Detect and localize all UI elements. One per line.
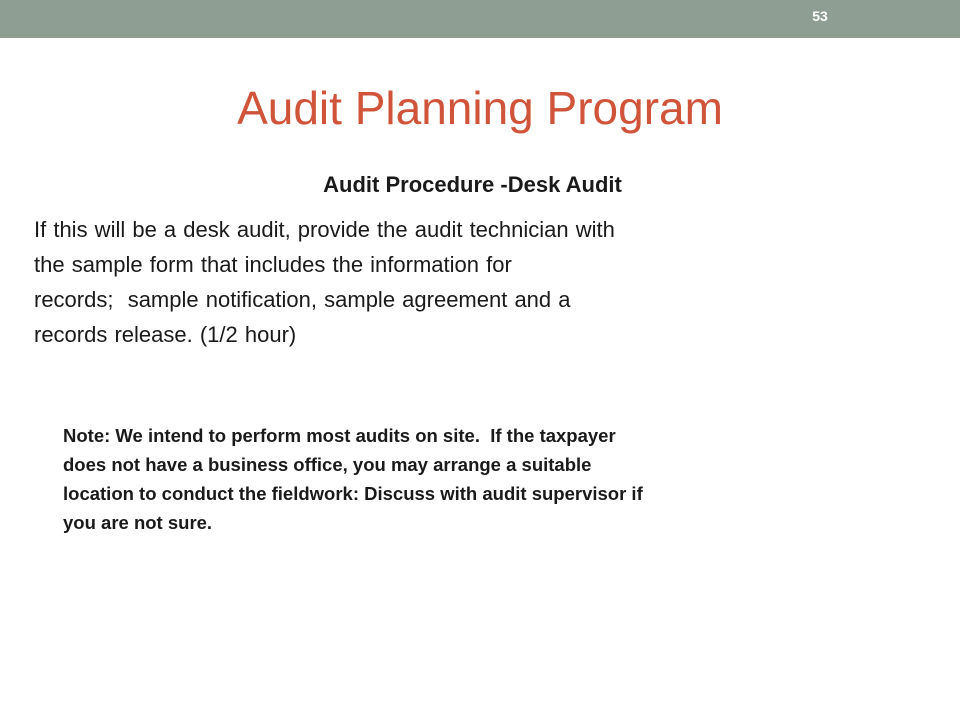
slide-subtitle: Audit Procedure -Desk Audit — [323, 172, 622, 197]
body-paragraph — [34, 212, 894, 352]
note-line: Note: We intend to perform most audits on site. If the taxpayer — [63, 425, 616, 446]
body-line: If this will be a desk audit, provide the audit technician with — [34, 217, 615, 242]
slide-title: Audit Planning Program — [237, 82, 723, 134]
note-paragraph — [63, 421, 923, 537]
body-line: records; sample notification, sample agreement and a — [34, 287, 571, 312]
note-line: does not have a business office, you may arrange a suitable — [63, 454, 592, 475]
slide-number: 53 — [812, 8, 828, 24]
body-line: the sample form that includes the information for — [34, 252, 512, 277]
note-line: location to conduct the fieldwork: Discuss with audit supervisor if — [63, 483, 643, 504]
body-line: records release. (1/2 hour) — [34, 322, 297, 347]
top-bar — [0, 0, 960, 38]
note-line: you are not sure. — [63, 512, 213, 533]
